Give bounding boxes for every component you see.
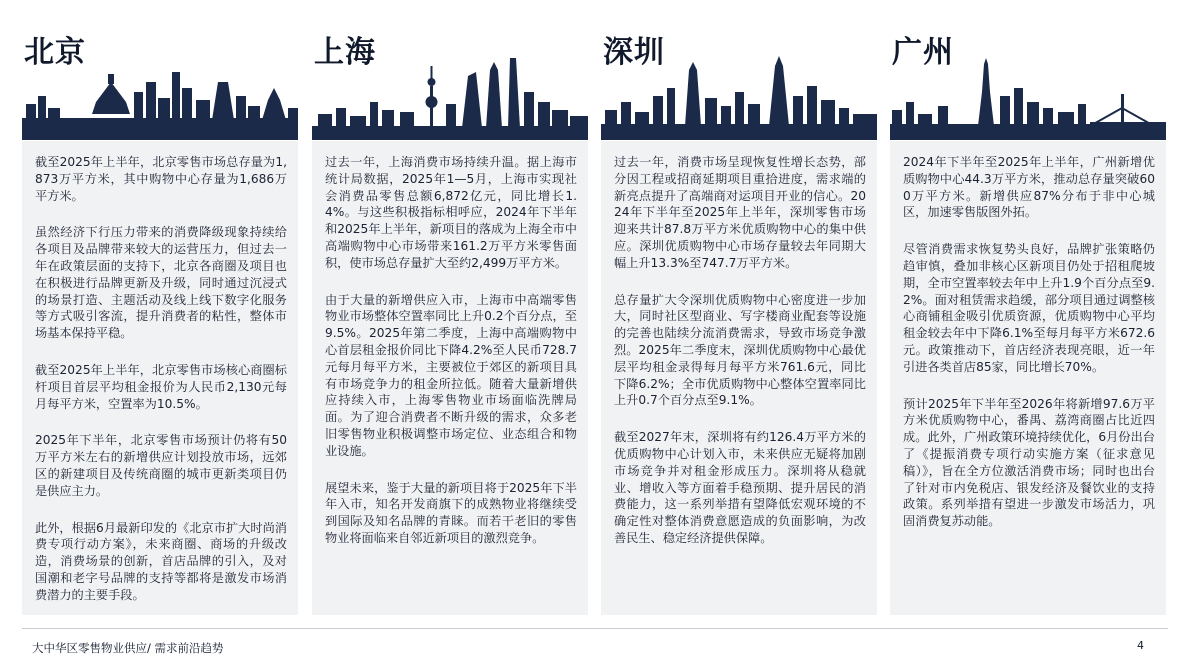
text-panel [890,141,1166,615]
guangzhou-skyline-icon [890,52,1166,140]
paragraph: 截至2025年上半年，北京零售市场总存量为1,873万平方米，其中购物中心存量为1,686万平方米。 [35,155,287,203]
paragraph: 截至2025年上半年，北京零售市场核心商圈标杆项目首层平均租金报价为人民币2,130元每月每平方米，空置率为10.5%。 [35,362,287,411]
paragraph: 过去一年，上海消费市场持续升温。据上海市统计局数据，2025年1—5月，上海市实现社会消费品零售总额6,872亿元，同比增长1.4%。与这些积极指标相呼应，2024年下半年和2025年上半年，新项目的落成为上海全市中高端购物中心市场带来161.2万平方米零售面积，使市场总存量扩大至约2,499万平方米。 [325,155,577,270]
footer-divider [22,628,1168,629]
paragraph: 虽然经济下行压力带来的消费降级现象持续给各项目及品牌带来较大的运营压力，但过去一年在政策层面的支持下，北京各商圈及项目也在积极进行品牌更新及升级，同时通过沉浸式的场景打造、主题活动及线上线下数字化服务等方式吸引客流，提升消费者的粘性，整体市场基本保持平稳。 [35,225,287,341]
paragraph: 2024年下半年至2025年上半年，广州新增优质购物中心44.3万平方米，推动总存量突破600万平方米。新增供应87%分布于非中心城区，加速零售版图外拓。 [903,155,1155,220]
footer-title: 大中华区零售物业供应/ 需求前沿趋势 [32,641,224,655]
paragraph: 展望未来，鉴于大量的新项目将于2025年下半年入市，知名开发商旗下的成熟物业将继续受到国际及知名品牌的青睐。而若干老旧的零售物业将面临来自邻近新项目的激烈竞争。 [325,480,577,545]
city-title: 上海 [314,35,376,70]
paragraph: 截至2027年末，深圳将有约126.4万平方米的优质购物中心计划入市，未来供应无疑将加剧市场竞争并对租金形成压力。深圳将从稳就业、增收入等方面着手稳预期、提升居民的消费能力，这一系列举措有望降低宏观环境的不确定性对整体消费意愿造成的负面影响，为改善民生、稳定经济提供保障。 [614,430,866,545]
text-panel [22,141,298,615]
city-title: 广州 [892,35,954,70]
city-title: 深圳 [603,35,665,70]
city-title: 北京 [24,35,86,70]
page-number: 4 [1137,639,1144,652]
paragraph: 2025年下半年，北京零售市场预计仍将有50万平方米左右的新增供应计划投放市场，远郊区的新建项目及传统商圈的城市更新类项目仍是供应主力。 [35,433,287,498]
paragraph: 过去一年，消费市场呈现恢复性增长态势，部分因工程或招商延期项目重拾进度，需求端的新亮点提升了高端商对运项目开业的信心。2024年下半年至2025年上半年，深圳零售市场迎来共计87.8万平方米优质购物中心的集中供应。深圳优质购物中心市场存量较去年同期大幅上升13.3%至747.7万平方米。 [614,155,866,270]
paragraph: 预计2025年下半年至2026年将新增97.6万平方米优质购物中心，番禺、荔湾商圈占比近四成。此外，广州政策环境持续优化，6月份出台了《提振消费专项行动实施方案（征求意见稿）》，旨在全方位激活消费市场；同时也出台了针对市内免税店、银发经济及餐饮业的支持政策。系列举措有望进一步激发市场活力，巩固消费复苏动能。 [903,396,1155,529]
paragraph: 尽管消费需求恢复势头良好，品牌扩张策略仍趋审慎，叠加非核心区新项目仍处于招租爬坡期，全市空置率较去年中上升1.9个百分点至9.2%。面对租赁需求趋缓，部分项目通过调整核心商铺租金吸引优质资源，优质购物中心平均租金较去年中下降6.1%至每月每平方米672.6元。政策推动下，首店经济表现亮眼，近一年引进各类首店85家，同比增长70%。 [903,242,1155,374]
text-panel [312,141,588,615]
paragraph: 总存量扩大令深圳优质购物中心密度进一步加大，同时社区型商业、写字楼商业配套等设施的完善也陆续分流消费需求，导致市场竞争激烈。2025年二季度末，深圳优质购物中心最优层平均租金录得每月每平方米761.6元，同比下降6.2%；全市优质购物中心整体空置率同比上升0.7个百分点至9.1%。 [614,292,866,408]
paragraph: 由于大量的新增供应入市，上海市中高端零售物业市场整体空置率同比上升0.2个百分点，至9.5%。2025年第二季度，上海中高端购物中心首层租金报价同比下降4.2%至人民币728.7元每月每平方米，主要被位于郊区的新项目具有市场竞争力的租金所拉低。随着大量新增供应持续入市，上海零售物业市场面临洗牌局面。为了迎合消费者不断升级的需求，众多老旧零售物业积极调整市场定位、业态组合和物业设施。 [325,292,577,458]
shenzhen-skyline-icon [601,52,877,140]
shanghai-skyline-icon [312,52,588,140]
paragraph: 此外，根据6月最新印发的《北京市扩大时尚消费专项行动方案》，未来商圈、商场的升级改造，消费场景的创新，首店品牌的引入，及对国潮和老字号品牌的支持等都将是激发市场消费潜力的主要手段。 [35,520,287,602]
text-panel [601,141,877,615]
beijing-skyline-icon [22,52,298,140]
